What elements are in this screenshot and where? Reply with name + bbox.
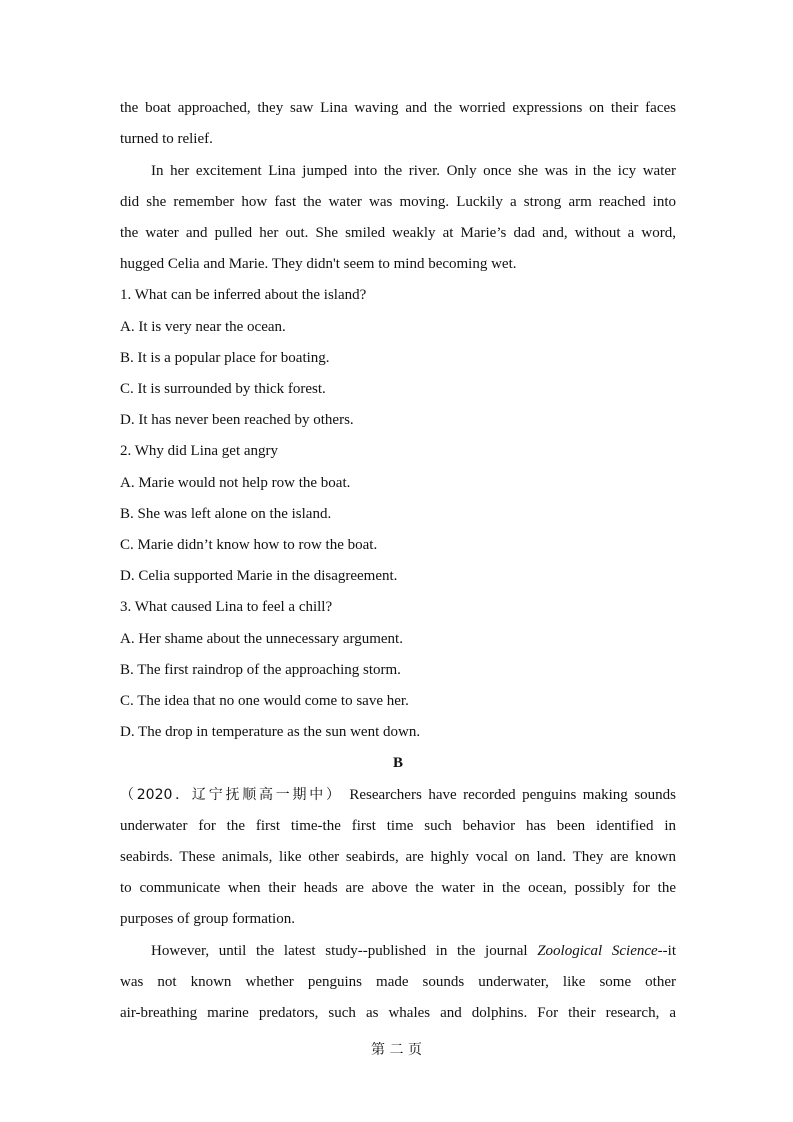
question-2-option-b: B. She was left alone on the island.	[120, 506, 332, 522]
question-1-option-c: C. It is surrounded by thick forest.	[120, 381, 326, 397]
paragraph-line: turned to relief.	[120, 131, 213, 147]
paragraph-line	[120, 941, 676, 961]
section-heading: B	[392, 755, 403, 771]
question-2-option-c: C. Marie didn’t know how to row the boat.	[120, 537, 378, 553]
paragraph-line: the water and pulled her out. She smiled weakly at Marie’s dad and, without a word,	[120, 225, 676, 241]
paragraph-line: purposes of group formation.	[120, 911, 295, 927]
question-3-option-c: C. The idea that no one would come to save her.	[120, 693, 409, 709]
paragraph-line: air-breathing marine predators, such as whales and dolphins. For their research, a	[120, 1005, 676, 1021]
paragraph-line: hugged Celia and Marie. They didn't seem to mind becoming wet.	[120, 256, 517, 272]
question-2: 2. Why did Lina get angry	[120, 443, 279, 459]
paragraph-line: did she remember how fast the water was moving. Luckily a strong arm reached into	[120, 194, 676, 210]
question-3-option-d: D. The drop in temperature as the sun went down.	[120, 724, 421, 740]
paragraph-line: seabirds. These animals, like other seabirds, are highly vocal on land. They are known	[120, 849, 676, 865]
question-1: 1. What can be inferred about the island?	[120, 287, 367, 303]
question-2-option-a: A. Marie would not help row the boat.	[120, 475, 351, 491]
paragraph-text: Researchers have recorded penguins making sounds	[349, 787, 676, 803]
question-3: 3. What caused Lina to feel a chill?	[120, 599, 333, 615]
paragraph-line: to communicate when their heads are above the water in the ocean, possibly for the	[120, 880, 676, 896]
source-tag: （2020．辽宁抚顺高一期中）	[120, 787, 343, 803]
question-1-option-d: D. It has never been reached by others.	[120, 412, 354, 428]
question-3-option-a: A. Her shame about the unnecessary argument.	[120, 631, 403, 647]
question-3-option-b: B. The first raindrop of the approaching storm.	[120, 662, 401, 678]
paragraph-line: underwater for the first time-the first time such behavior has been identified in	[120, 818, 676, 834]
question-1-option-a: A. It is very near the ocean.	[120, 319, 286, 335]
question-2-option-d: D. Celia supported Marie in the disagreement.	[120, 568, 398, 584]
question-1-option-b: B. It is a popular place for boating.	[120, 350, 330, 366]
paragraph-line	[120, 785, 676, 805]
paragraph-line: was not known whether penguins made sounds underwater, like some other	[120, 974, 676, 990]
page-footer: 第 二 页	[371, 1042, 422, 1058]
paragraph-line: In her excitement Lina jumped into the river. Only once she was in the icy water	[151, 163, 676, 179]
paragraph-line: the boat approached, they saw Lina waving and the worried expressions on their faces	[120, 100, 676, 116]
paragraph-text: However, until the latest study--published in the journal	[151, 943, 538, 959]
paragraph-text: --it	[657, 943, 676, 959]
journal-title: Zoological Science	[537, 943, 658, 959]
